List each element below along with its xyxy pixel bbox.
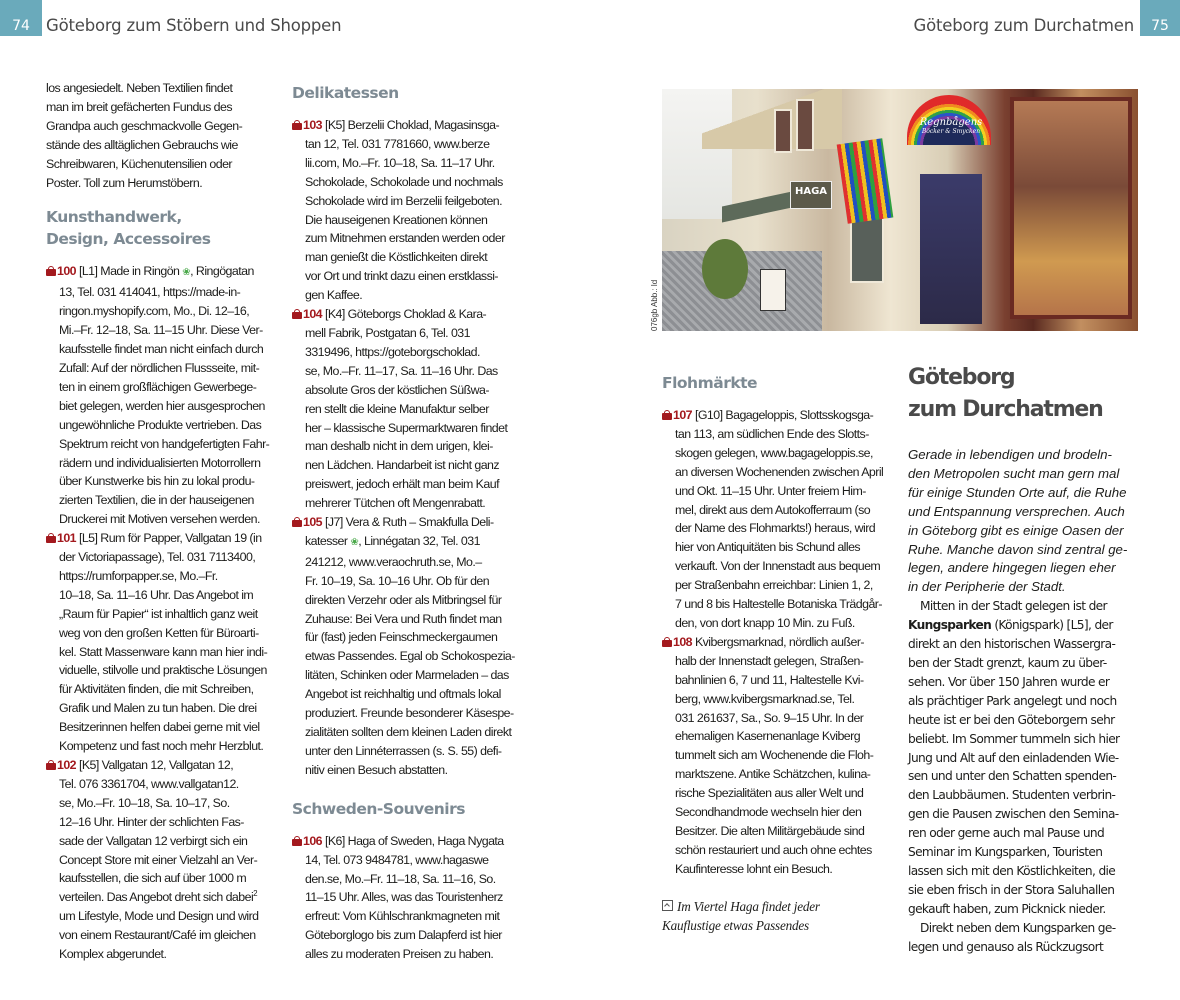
photo-roof [702, 89, 842, 149]
caption-arrow-icon [662, 900, 673, 911]
section-heading-flohmaerkte: Flohmärkte [662, 374, 758, 392]
text-line: marktszene. Antike Schätzchen, kulina- [675, 767, 871, 782]
text-line [59, 794, 264, 813]
text-line: man deshalb nicht in dem urigen, klei- [305, 439, 493, 454]
text-line: produziert. Freunde besonderer Käsespe- [305, 706, 514, 721]
text-segment: sade der Vallgatan 12 verbirgt sich ein [59, 833, 248, 848]
text-line: Druckerei mit Motiven versehen werden. [59, 512, 260, 527]
text-line: als prächtiger Park angelegt und noch [908, 693, 1117, 708]
photo-caption [662, 897, 882, 935]
entry-text: katesser [305, 533, 348, 548]
text-line: den Metropolen sucht man gern mal [908, 465, 1120, 481]
shopping-bag-icon [662, 410, 672, 420]
photo-shop-window [1010, 97, 1132, 319]
shop-entry-104 [292, 305, 512, 513]
text-line [59, 775, 264, 794]
paragraph-line: Direkt neben dem Kungsparken ge- [920, 920, 1116, 935]
paragraph-body [908, 635, 1134, 919]
shop-entry-106 [292, 832, 512, 964]
text-line: den.se, Mo.–Fr. 11–18, Sa. 11–16, So. [305, 871, 496, 886]
entry-body [46, 283, 270, 529]
text-line: berg, www.kvibergsmarknad.se, Tel. [675, 691, 855, 706]
chapter-heading [908, 362, 1134, 426]
text-line: für Aktivitäten finden, die mit Schreiben, [59, 682, 254, 697]
page-number: 74 [12, 18, 30, 34]
entry-number: 101 [57, 531, 77, 546]
text-line: biet gelegen, werden hier ausgesprochen [59, 398, 265, 413]
photo-awning [722, 192, 792, 223]
text-line: viduelle, stilvolle und praktische Lösungen [59, 663, 267, 678]
text-line: der Victoriapassage), Tel. 031 7113400, [59, 550, 256, 565]
text-line: in Göteborg gibt es einige Oasen der [908, 522, 1124, 538]
text-line: und Entspannung versprechen. Auch [908, 503, 1125, 519]
sign-subtitle: Böcker & Smycken [921, 128, 981, 135]
text-column-1 [46, 79, 270, 964]
entry-text: [K6] Haga of Sweden, Haga Nygata [324, 833, 504, 848]
shopping-bag-icon [292, 309, 302, 319]
text-line: Secondhandmode wechseln hier den [675, 805, 862, 820]
text-line: tummelt sich am Wochenende die Floh- [675, 748, 874, 763]
page-number: 75 [1151, 18, 1169, 34]
text-line: heute ist er bei den Göteborgern sehr [908, 712, 1115, 727]
text-line: Spektrum reicht von handgefertigten Fahr- [59, 436, 270, 451]
text-line [59, 945, 264, 964]
shop-entry-101 [46, 529, 268, 756]
superscript: 2 [253, 889, 258, 899]
text-line: Schreibwaren, Küchenutensilien oder [46, 156, 233, 171]
text-column-4 [908, 362, 1134, 956]
entry-number: 104 [303, 307, 323, 322]
text-line: Göteborglogo bis zum Dalapferd ist hier [305, 928, 502, 943]
text-line: halb der Innenstadt gelegen, Straßen- [675, 653, 864, 668]
shopping-bag-icon [662, 637, 672, 647]
text-segment: Komplex abgerundet. [59, 947, 167, 962]
text-line: ehemaligen Kasernenanlage Kviberg [675, 729, 861, 744]
text-line: absolute Gros der köstlichen Süßwa- [305, 382, 489, 397]
right-page [590, 0, 1180, 1000]
text-line: direkt an den historischen Wassergra- [908, 637, 1116, 652]
text-line: Jung und Alt auf den einladenden Wie- [908, 750, 1119, 765]
text-line: her – klassische Supermarktwaren findet [305, 420, 508, 435]
shop-entry-102 [46, 756, 264, 964]
section-heading-delikatessen: Delikatessen [292, 84, 399, 102]
text-line: beliebt. Im Sommer tummeln sich hier [908, 731, 1120, 746]
paragraph-text: (Königspark) [L5], der [991, 618, 1113, 633]
text-line: verkauft. Von der Innenstadt aus bequem [675, 559, 881, 574]
shop-entry-108 [662, 633, 874, 879]
text-line [59, 888, 264, 907]
text-line: zierten Textilien, die in der hauseigenen [59, 493, 254, 508]
text-line [59, 832, 264, 851]
text-line: Kompetenz und fast noch mehr Herzblut. [59, 739, 264, 754]
text-line: man im breit gefächerten Fundus des [46, 99, 232, 114]
text-line: gen die Pausen zwischen den Semina- [908, 807, 1119, 822]
text-line: mel, direkt aus dem Autokofferraum (so [675, 502, 871, 517]
text-line: Schokolade, Schokolade und nochmals [305, 174, 503, 189]
text-segment: verteilen. Das Angebot dreht sich dabei [59, 890, 254, 905]
text-line: erfreut: Vom Kühlschrankmagneten mit [305, 909, 500, 924]
leaf-icon: ❀ [350, 536, 359, 548]
shopping-bag-icon [292, 120, 302, 130]
text-line: gen Kaffee. [305, 288, 363, 303]
text-line: zum Mitnehmen erstanden werden oder [305, 231, 505, 246]
text-line: direkten Verzehr oder als Mitbringsel für [305, 592, 502, 607]
text-line: schön restauriert und auch ohne echtes [675, 842, 872, 857]
text-line: Poster. Toll zum Herumstöbern. [46, 175, 203, 190]
heading-line: Kunsthandwerk, [46, 208, 182, 227]
text-line: legen, andere hingegen liegen eher [908, 560, 1116, 576]
text-line: ren stellt die kleine Manufaktur selber [305, 401, 489, 416]
text-segment: von einem Restaurant/Café im gleichen [59, 928, 256, 943]
text-line: se, Mo.–Fr. 11–17, Sa. 11–16 Uhr. Das [305, 363, 498, 378]
entry-number: 102 [57, 758, 77, 772]
entry-text: [G10] Bagageloppis, Slottsskogsga- [694, 408, 874, 422]
photo-sign-text [916, 117, 986, 135]
text-line: rädern und individualisierten Motorrollern [59, 455, 261, 470]
photo-haga-street [662, 89, 1138, 331]
text-line: https://rumforpapper.se, Mo.–Fr. [59, 568, 218, 583]
text-line: gekauft haben, zum Picknick nieder. [908, 901, 1106, 916]
entry-number: 106 [303, 833, 323, 848]
text-line: 14, Tel. 073 9484781, www.hagaswe [305, 852, 489, 867]
text-line: lii.com, Mo.–Fr. 10–18, Sa. 11–17 Uhr. [305, 155, 495, 170]
page-number-tab [0, 0, 42, 36]
text-line [59, 926, 264, 945]
entry-body [292, 135, 512, 305]
text-line: Grandpa auch geschmackvolle Gegen- [46, 118, 243, 133]
paragraph-line: legen und genauso als Rückzugsort [908, 939, 1104, 954]
text-line: preiswert, jedoch erhält man beim Kauf [305, 477, 499, 492]
text-line: Seminar im Kungsparken, Touristen [908, 845, 1103, 860]
text-line: stände des alltäglichen Gebrauchs wie [46, 137, 238, 152]
entry-body [662, 652, 874, 879]
entry-text: [K5] Berzelii Choklad, Magasinsga- [324, 118, 500, 132]
paragraph-line: Mitten in der Stadt gelegen ist der [920, 599, 1107, 614]
text-line: litäten, Schinken oder Marmeladen – das [305, 668, 509, 683]
text-line: 13, Tel. 031 414041, https://made-in- [59, 285, 241, 300]
body-paragraph-2 [908, 919, 1134, 957]
entry-body [46, 775, 264, 964]
text-line: ringon.myshopify.com, Mo., Di. 12–16, [59, 304, 250, 319]
text-line: 10–18, Sa. 11–16 Uhr. Das Angebot im [59, 587, 254, 602]
running-head: Göteborg zum Durchatmen [913, 16, 1134, 35]
text-line: hier von Antiquitäten bis Schund alles [675, 540, 861, 555]
entry-body [292, 553, 515, 780]
text-line: kaufsstelle findet man nicht einfach durch [59, 342, 264, 357]
text-line: tan 12, Tel. 031 7781660, www.berze [305, 136, 490, 151]
text-line: nen Lädchen. Handarbeit ist nicht ganz [305, 458, 500, 473]
shopping-bag-icon [46, 533, 56, 543]
text-line: Angebot ist reichhaltig und oftmals lokal [305, 687, 501, 702]
text-line: lassen sich mit den Köstlichkeiten, die [908, 863, 1116, 878]
shop-entry-100 [46, 262, 270, 529]
shop-entry-103 [292, 116, 512, 305]
entry-body [662, 425, 884, 633]
section-heading-souvenirs: Schweden-Souvenirs [292, 799, 465, 818]
text-line: 3319496, https://goteborgschoklad. [305, 344, 480, 359]
photo-credit: 076gb Abb.: ld [650, 279, 659, 331]
text-line: Kaufinteresse lohnt ein Besuch. [675, 861, 833, 876]
place-name-kungsparken: Kungsparken [908, 618, 992, 633]
text-segment: 12–16 Uhr. Hinter der schlichten Fas- [59, 814, 244, 829]
shopping-bag-icon [292, 836, 302, 846]
heading-line: Göteborg [908, 365, 1015, 390]
text-line: an diversen Wochenenden zwischen April [675, 464, 884, 479]
photo-flags [837, 138, 894, 224]
text-line: Besitzerinnen helfen dabei gerne mit viel [59, 720, 260, 735]
text-line: ungewöhnliche Produkte vertrieben. Das [59, 417, 262, 432]
entry-body [46, 548, 268, 756]
text-line: rische Spezialitäten aus aller Welt und [675, 786, 864, 801]
text-line: 241212, www.veraochruth.se, Mo.– [305, 554, 482, 569]
text-line: Zufall: Auf der nördlichen Flussseite, mit- [59, 360, 260, 375]
text-line: kel. Statt Massenware kann man hier indi- [59, 644, 268, 659]
caption-line: Kauflustige etwas Passendes [662, 918, 809, 933]
text-line: mehrerer Tütchen oft Mengenrabatt. [305, 496, 486, 511]
sign-title: Regnbågens [919, 117, 983, 128]
running-head: Göteborg zum Stöbern und Shoppen [46, 16, 342, 35]
text-line: per Straßenbahn erreichbar: Linien 1, 2, [675, 578, 873, 593]
text-line: man genießt die Köstlichkeiten direkt [305, 250, 488, 265]
text-segment: se, Mo.–Fr. 10–18, Sa. 10–17, So. [59, 795, 230, 810]
photo-plant [702, 239, 748, 299]
text-line: zialitäten sollten dem kleinen Laden direkt [305, 725, 512, 739]
text-line: Zuhause: Bei Vera und Ruth findet man [305, 611, 502, 626]
text-line: in der Peripherie der Stadt. [908, 579, 1066, 595]
text-line: ten in einem großflächigen Gewerbege- [59, 379, 257, 394]
body-paragraph-kungsparken [908, 597, 1134, 918]
entry-text: [K4] Göteborgs Choklad & Kara- [324, 307, 487, 322]
text-line: „Raum für Papier“ ist inhaltlich ganz weit [59, 606, 258, 621]
text-line: Mi.–Fr. 12–18, Sa. 11–15 Uhr. Diese Ver- [59, 323, 263, 338]
text-line: 7 und 8 bis Haltestelle Botaniska Trädgår- [675, 597, 882, 612]
photo-window [796, 99, 814, 151]
entry-body [292, 324, 512, 513]
leaf-icon: ❀ [182, 267, 191, 279]
text-line: skogen gelegen, www.bagageloppis.se, [675, 445, 873, 460]
text-line: Schokolade wird im Berzelii feilgeboten. [305, 193, 503, 208]
text-line: Fr. 10–19, Sa. 10–16 Uhr. Ob für den [305, 573, 490, 588]
text-line: nitiv einen Besuch abstatten. [305, 762, 448, 777]
text-line: 11–15 Uhr. Alles, was das Touristenherz [305, 890, 503, 905]
text-line: vor Ort und trinkt dazu einen erstklassi- [305, 269, 498, 284]
text-line: Grafik und Malen zu tun haben. Die drei [59, 701, 257, 716]
entry-number: 107 [673, 408, 693, 422]
text-line: den Laubbäumen. Studenten verbrin- [908, 788, 1116, 803]
text-line: sehen. Vor über 150 Jahren wurde er [908, 674, 1110, 689]
text-line: Gerade in lebendigen und brodeln- [908, 447, 1112, 462]
text-column-2 [292, 82, 515, 964]
entry-number: 100 [57, 264, 77, 279]
text-segment: Tel. 076 3361704, www.vallgatan12. [59, 776, 239, 791]
shopping-bag-icon [46, 266, 56, 276]
text-line: sen und unter den Schatten spenden- [908, 769, 1117, 784]
text-line [59, 869, 264, 888]
text-line: bahnlinien 6, 7 und 11, Haltestelle Kvi- [675, 672, 864, 687]
text-line: los angesiedelt. Neben Textilien findet [46, 81, 233, 95]
shopping-bag-icon [292, 517, 302, 527]
photo-window [774, 109, 792, 153]
text-line: Besitzer. Die alten Militärgebäude sind [675, 823, 865, 838]
text-line: tan 113, am südlichen Ende des Slotts- [675, 426, 869, 441]
text-line: unter den Linnéterrassen (s. S. 55) defi- [305, 743, 502, 758]
text-line: und Okt. 11–15 Uhr. Unter freiem Him- [675, 483, 866, 498]
caption-line: Im Viertel Haga findet jeder [677, 899, 820, 914]
shop-entry-107 [662, 406, 884, 633]
text-line: über Kunstwerke bis hin zu lokal produ- [59, 474, 255, 489]
section-heading-kunsthandwerk [46, 206, 264, 250]
text-line [59, 813, 264, 832]
text-line: 031 261637, Sa., So. 9–15 Uhr. In der [675, 710, 864, 725]
entry-text: , Ringögatan [190, 264, 254, 279]
text-line: sie eben frisch in der Stora Saluhallen [908, 882, 1115, 897]
page-number-tab [1140, 0, 1180, 36]
entry-number: 105 [303, 515, 323, 530]
text-line: Die hauseigenen Kreationen können [305, 212, 488, 227]
entry-number: 103 [303, 118, 323, 132]
intro-paragraph [46, 79, 264, 192]
entry-text: , Linnégatan 32, Tel. 031 [358, 533, 480, 548]
text-line: weg von den großen Ketten für Büroarti- [59, 625, 259, 640]
text-line: der Name des Flohmarkts!) heraus, wird [675, 521, 876, 536]
text-column-3 [662, 372, 884, 879]
photo-sign-haga: HAGA [790, 181, 832, 209]
text-line: mell Fabrik, Postgatan 6, Tel. 031 [305, 325, 470, 340]
entry-text: [L5] Rum för Papper, Vallgatan 19 (in [78, 531, 262, 546]
entry-text: [L1] Made in Ringön [78, 264, 180, 279]
photo-door [920, 174, 982, 324]
heading-line: zum Durchatmen [908, 397, 1103, 422]
text-line: Ruhe. Manche davon sind zentral ge- [908, 541, 1128, 557]
text-line: alles zu moderaten Preisen zu haben. [305, 947, 494, 962]
text-segment: Concept Store mit einer Vielzahl an Ver- [59, 852, 258, 867]
text-segment: kaufsstellen, die sich auf über 1000 m [59, 871, 247, 886]
text-line [59, 851, 264, 870]
heading-line: Design, Accessoires [46, 230, 211, 249]
text-line: ren oder gerne auch mal Pause und [908, 826, 1105, 841]
text-line [59, 907, 264, 926]
shopping-bag-icon [46, 760, 56, 770]
intro-paragraph [908, 446, 1134, 597]
entry-number: 108 [673, 634, 693, 649]
entry-text: Kvibergsmarknad, nördlich außer- [694, 634, 864, 649]
text-line: ben der Stadt grenzt, kaum zu über- [908, 655, 1107, 670]
photo-sandwich-board [760, 269, 786, 311]
text-line: für einige Stunden Orte auf, die Ruhe [908, 484, 1127, 500]
text-line: etwas Passendes. Egal ob Schokospezia- [305, 649, 515, 664]
shop-entry-105 [292, 513, 515, 780]
text-line: den, von dort knapp 10 Min. zu Fuß. [675, 615, 855, 630]
entry-body [292, 851, 512, 964]
entry-text: [K5] Vallgatan 12, Vallgatan 12, [78, 758, 234, 772]
entry-text: [J7] Vera & Ruth – Smakfulla Deli- [324, 515, 494, 530]
text-line: für (fast) jeden Feinschmeckergaumen [305, 630, 498, 645]
text-segment: um Lifestyle, Mode und Design und wird [59, 909, 259, 924]
